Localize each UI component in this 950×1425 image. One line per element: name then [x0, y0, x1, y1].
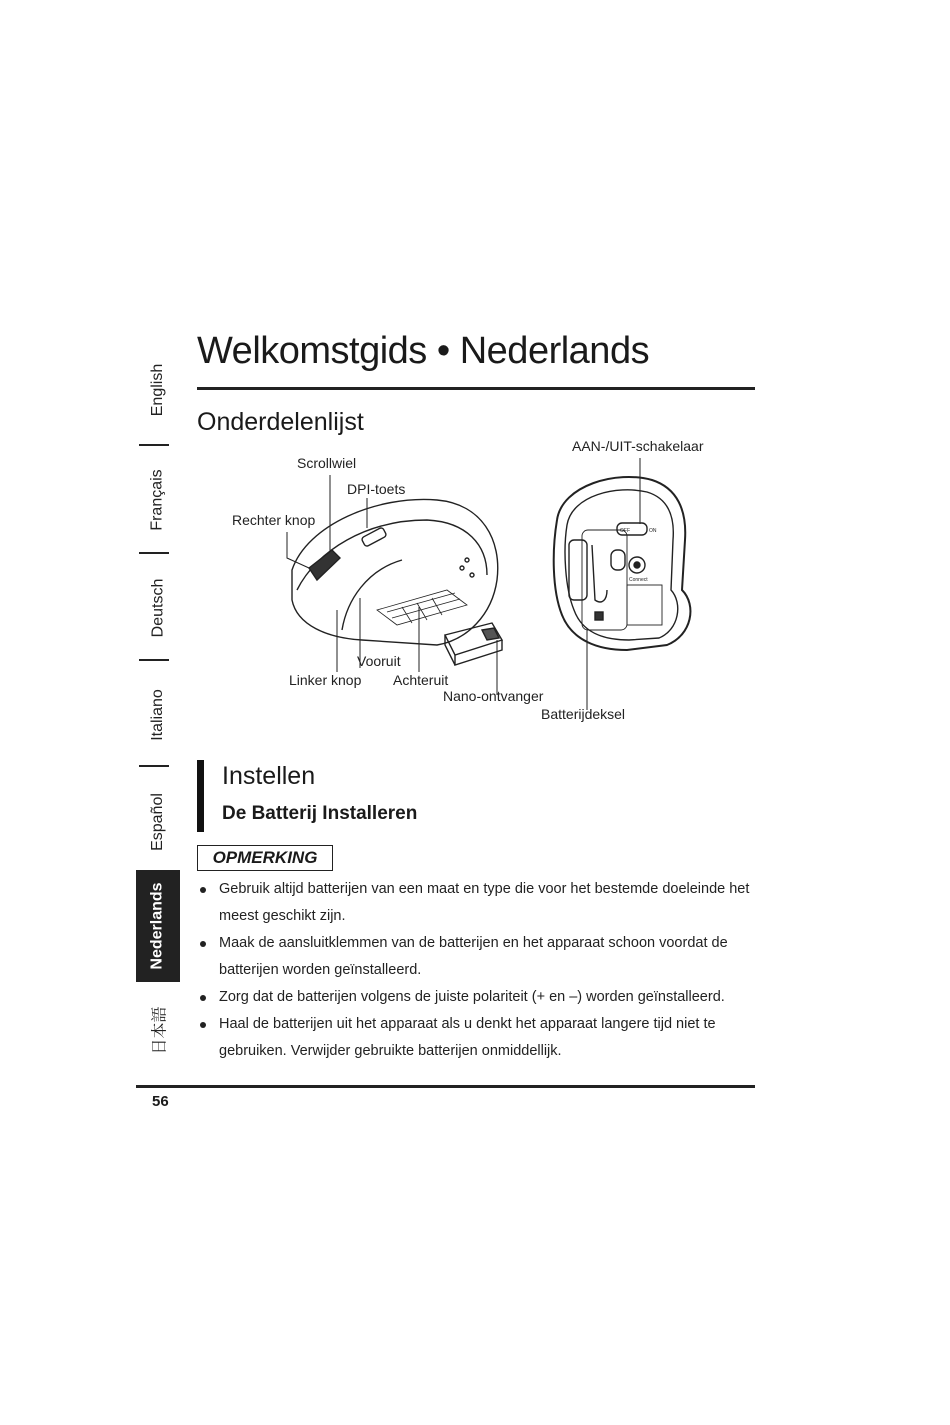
lang-tab-francais[interactable]	[136, 450, 180, 550]
lang-tab-label: 日本語	[151, 1005, 169, 1055]
callout-scrollwheel: Scrollwiel	[297, 455, 357, 471]
callout-dpi: DPI-toets	[347, 481, 406, 497]
callout-right-button: Rechter knop	[232, 512, 316, 528]
lang-tab-italiano[interactable]	[136, 665, 180, 765]
lang-divider	[139, 765, 169, 767]
note-bullets	[197, 876, 762, 1065]
lang-tab-label: English	[149, 363, 167, 417]
lang-tab-label: Nederlands	[149, 882, 167, 970]
switch-off-label: OFF	[620, 528, 630, 534]
bullet-item: Zorg dat de batterijen volgens de juiste polariteit (+ en –) worden geïnstalleerd.	[197, 984, 762, 1011]
footer-rule	[136, 1085, 755, 1088]
callout-left-button: Linker knop	[289, 672, 362, 688]
callout-nano-receiver: Nano-ontvanger	[443, 688, 544, 704]
lang-tab-label: Français	[149, 469, 167, 531]
nano-receiver-drawing	[445, 623, 502, 665]
lang-tab-label: Español	[149, 793, 167, 851]
bullet-item: Maak de aansluitklemmen van de batterijen en het apparaat schoon voordat de batterijen worden geïnstalleerd.	[197, 930, 762, 984]
lang-tab-espanol[interactable]	[136, 772, 180, 872]
lang-divider	[139, 444, 169, 446]
lang-tab-deutsch[interactable]	[136, 558, 180, 658]
mouse-top-view	[292, 499, 498, 645]
setup-subheading: De Batterij Installeren	[222, 803, 418, 824]
setup-heading: Instellen	[222, 762, 316, 790]
connect-label: Connect	[629, 577, 648, 583]
note-label: OPMERKING	[212, 848, 318, 867]
note-box	[197, 845, 333, 871]
language-tabs	[136, 340, 180, 1070]
lang-tab-label: Deutsch	[149, 578, 167, 638]
mouse-parts-figure	[197, 440, 757, 740]
page-number: 56	[152, 1093, 169, 1110]
mouse-bottom-view	[554, 477, 691, 650]
lang-divider	[139, 659, 169, 661]
lang-tab-english[interactable]	[136, 340, 180, 440]
lang-divider	[139, 552, 169, 554]
title-rule	[197, 387, 755, 390]
callout-battery-cover: Batterijdeksel	[541, 706, 626, 722]
page-title: Welkomstgids • Nederlands	[197, 330, 650, 372]
lang-tab-label: Italiano	[149, 689, 166, 741]
bullet-item: Gebruik altijd batterijen van een maat en type die voor het bestemde doeleinde het meest geschikt zijn.	[197, 876, 762, 930]
callout-forward: Vooruit	[357, 653, 401, 669]
setup-accent-bar	[197, 760, 204, 832]
bullet-item: Haal de batterijen uit het apparaat als u denkt het apparaat langere tijd niet te gebruiken. Verwijder gebruikte batterijen onmiddellijk.	[197, 1011, 762, 1065]
parts-heading: Onderdelenlijst	[197, 408, 364, 436]
lang-tab-japanese[interactable]	[136, 1000, 180, 1060]
callout-back: Achteruit	[393, 672, 449, 688]
lang-tab-nederlands[interactable]	[136, 870, 180, 982]
callout-power-switch: AAN-/UIT-schakelaar	[572, 438, 704, 454]
switch-on-label: ON	[649, 528, 657, 534]
